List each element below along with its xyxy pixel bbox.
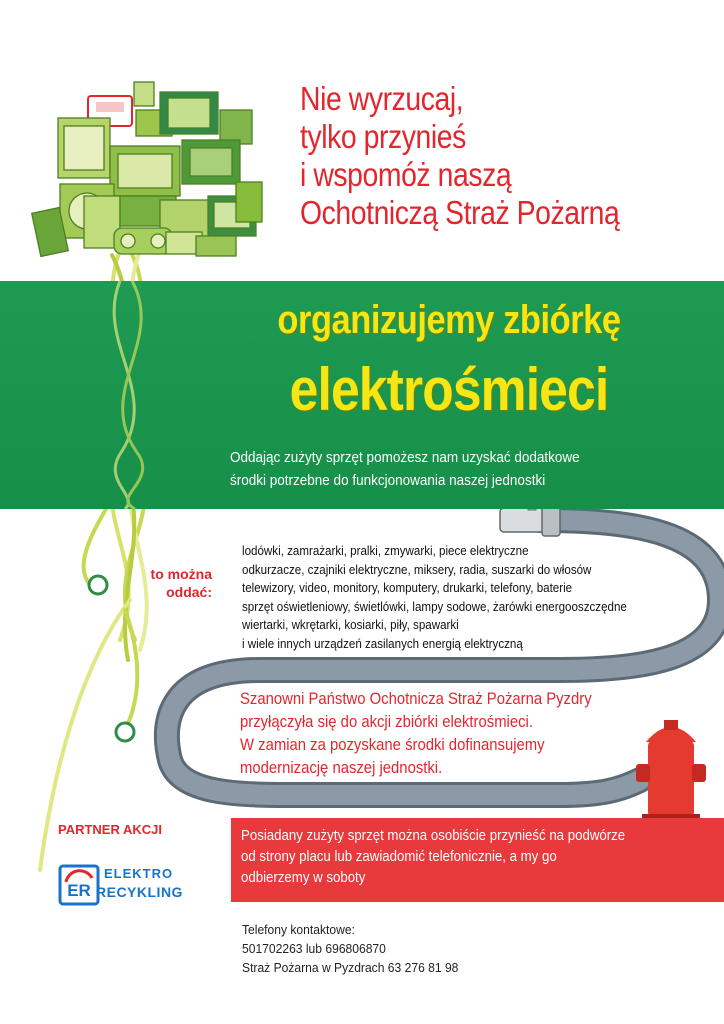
banner-title-line1: organizujemy zbiórkę bbox=[277, 298, 621, 342]
message-line: przyłączyła się do akcji zbiórki elektrośmieci. bbox=[240, 713, 533, 731]
appliance-cluster bbox=[32, 82, 262, 256]
list-item: odkurzacze, czajniki elektryczne, miksery, radia, suszarki do włosów bbox=[242, 562, 592, 577]
message-line: Szanowni Państwo Ochotnicza Straż Pożarna Pyzdry bbox=[240, 690, 592, 708]
contact-phones: 501702263 lub 696806870 bbox=[242, 941, 386, 956]
banner-subtitle bbox=[230, 446, 662, 492]
headline-line: i wspomóż naszą bbox=[300, 156, 512, 193]
banner-subtitle-line: Oddając zużyty sprzęt pomożesz nam uzyskać dodatkowe bbox=[230, 449, 580, 466]
info-text bbox=[241, 826, 683, 889]
headline-line: Nie wyrzucaj, bbox=[300, 80, 464, 117]
accepted-items-list bbox=[242, 542, 684, 654]
list-item: telewizory, video, monitory, komputery, drukarki, telefony, baterie bbox=[242, 581, 573, 596]
info-line: odbierzemy w soboty bbox=[241, 870, 366, 886]
hydrant-icon bbox=[636, 720, 706, 820]
contact-station: Straż Pożarna w Pyzdrach 63 276 81 98 bbox=[242, 960, 459, 975]
headline-line: tylko przynieś bbox=[300, 118, 466, 155]
logo-letters: ER bbox=[67, 881, 91, 900]
list-item: wiertarki, wkrętarki, kosiarki, piły, spawarki bbox=[242, 618, 459, 633]
list-item: sprzęt oświetleniowy, świetlówki, lampy sodowe, żarówki energooszczędne bbox=[242, 599, 627, 614]
banner-title-line2: elektrośmieci bbox=[289, 356, 609, 423]
message-line: modernizację naszej jednostki. bbox=[240, 759, 443, 777]
announcement-message bbox=[240, 688, 618, 780]
headline-line: Ochotniczą Straż Pożarną bbox=[300, 194, 620, 231]
info-line: od strony placu lub zawiadomić telefonicznie, a my go bbox=[241, 849, 557, 865]
items-label bbox=[112, 565, 212, 601]
partner-label: PARTNER AKCJI bbox=[58, 822, 163, 837]
list-item: lodówki, zamrażarki, pralki, zmywarki, piece elektryczne bbox=[242, 544, 529, 558]
items-label-line2: oddać: bbox=[166, 584, 212, 600]
headline bbox=[300, 80, 644, 232]
message-line: W zamian za pozyskane środki dofinansujemy bbox=[240, 736, 545, 754]
contact-title: Telefony kontaktowe: bbox=[242, 922, 355, 937]
logo-word-elektro: ELEKTRO bbox=[104, 866, 174, 881]
items-label-line1: to można bbox=[150, 566, 212, 582]
banner-subtitle-line: środki potrzebne do funkcjonowania naszej jednostki bbox=[230, 472, 546, 489]
info-line: Posiadany zużyty sprzęt można osobiście przynieść na podwórze bbox=[241, 828, 626, 844]
list-item: i wiele innych urządzeń zasilanych energią elektryczną bbox=[242, 636, 523, 651]
logo-word-recykling: RECYKLING bbox=[96, 884, 183, 900]
contact-info bbox=[242, 920, 633, 977]
cable-overlay bbox=[0, 281, 220, 509]
